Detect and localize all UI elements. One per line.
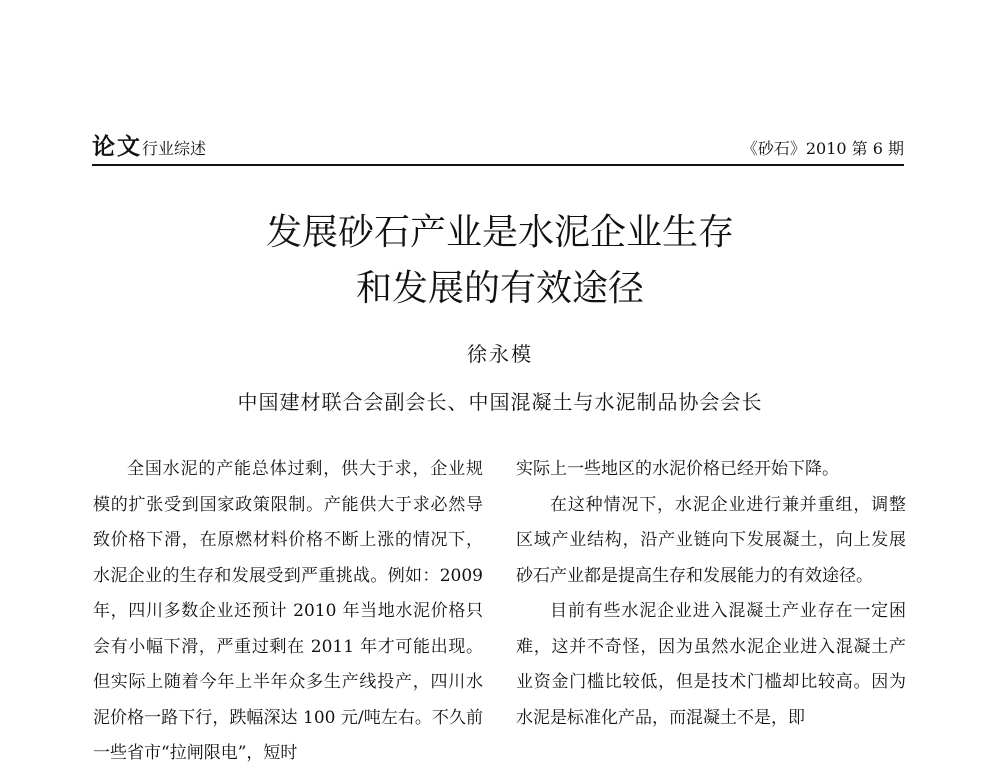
section-mark: 论文 [92,133,142,160]
left-column [93,452,483,772]
body-paragraph: 在这种情况下，水泥企业进行兼并重组，调整区域产业结构，沿产业链向下发展凝土，向上发展砂石产业都是提高生存和发展能力的有效途径。 [516,494,906,586]
title-line-2: 和发展的有效途径 [355,268,644,309]
section-name: 行业综述 [142,139,207,158]
body-paragraph: 目前有些水泥企业进入混凝土产业存在一定困难，这并不奇怪，因为虽然水泥企业进入混凝土产业资金门槛比较低，但是技术门槛却比较高。因为水泥是标准化产品，而混凝土不是，即 [516,601,906,728]
right-column [516,452,906,736]
journal-issue: 《砂石》2010 第 6 期 [741,139,904,158]
author-name: 徐永模 [467,342,533,366]
body-paragraph: 全国水泥的产能总体过剩，供大于求，企业规模的扩张受到国家政策限制。产能供大于求必然导致价格下滑，在原燃材料价格不断上涨的情况下，水泥企业的生存和发展受到严重挑战。例如：2009 年，四川多数企业还预计 2010 年当地水泥价格只会有小幅下滑，严重过剩在 2011 年才可能出现。但实际上随着今年上半年众多生产线投产，四川水泥价格一路下行，跌幅深达 100 元/吨左右。不久前一些省市“拉闸限电”，短时 [93,459,483,763]
article-title [0,205,1000,317]
body-paragraph-continued: 实际上一些地区的水泥价格已经开始下降。 [516,459,839,479]
author-affiliation: 中国建材联合会副会长、中国混凝土与水泥制品协会会长 [237,390,763,414]
title-line-1: 发展砂石产业是水泥企业生存 [265,212,734,253]
running-header [92,126,904,166]
